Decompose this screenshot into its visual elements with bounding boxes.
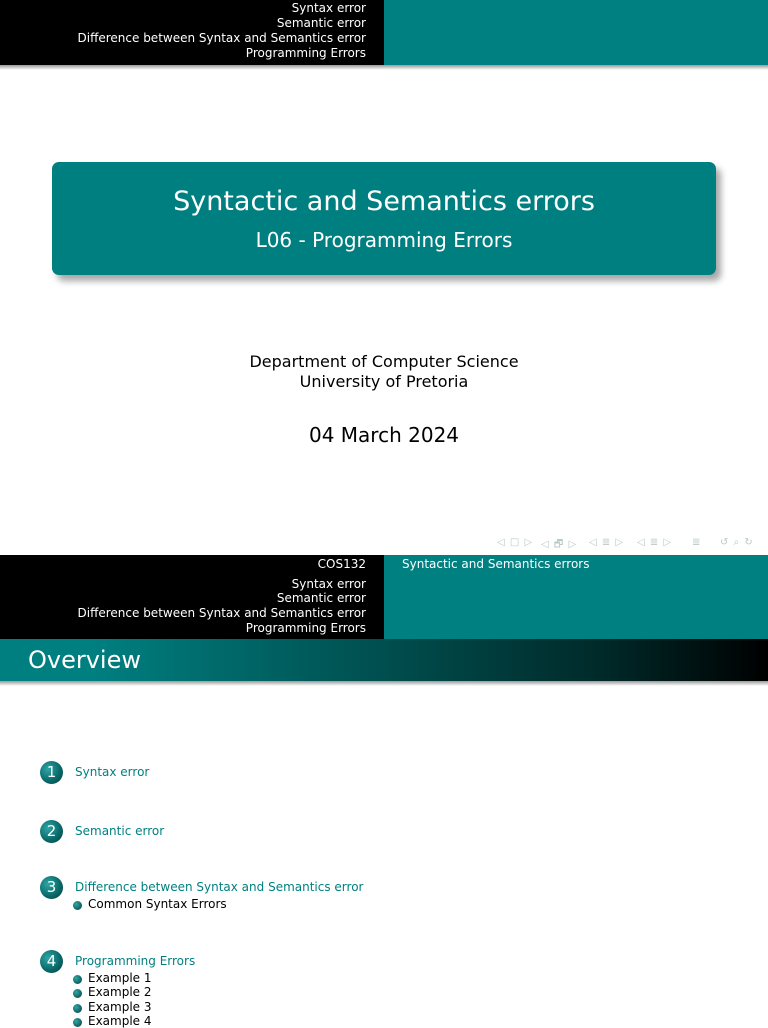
- header-deck-title: Syntactic and Semantics errors: [402, 557, 590, 571]
- slide1-header-left: [0, 0, 384, 65]
- bullet-ball-icon: [73, 1018, 82, 1027]
- header-section-programming[interactable]: Programming Errors: [245, 46, 366, 60]
- header-section-syntax[interactable]: Syntax error: [291, 1, 366, 15]
- slide2-header-left: [0, 555, 384, 639]
- bullet-ball-icon: [73, 901, 82, 910]
- institute-university: University of Pretoria: [299, 372, 469, 391]
- bullet-ball-icon: [73, 1004, 82, 1013]
- frame-title-bar: [0, 639, 768, 681]
- frame-title: Overview: [28, 646, 141, 674]
- slide-subtitle: L06 - Programming Errors: [255, 228, 513, 252]
- header-section-semantic[interactable]: Semantic error: [276, 591, 366, 605]
- section-number-ball: 1: [40, 761, 63, 784]
- section-number-ball: 2: [40, 820, 63, 843]
- institute-department: Department of Computer Science: [249, 352, 519, 371]
- header-section-semantic[interactable]: Semantic error: [276, 16, 366, 30]
- nav-appendix-icon[interactable]: ≣: [692, 537, 702, 548]
- outline-sublink-example-1[interactable]: Example 1: [88, 971, 152, 985]
- outline-link-programming-errors[interactable]: Programming Errors: [75, 954, 196, 968]
- outline-link-semantic-error[interactable]: Semantic error: [75, 824, 165, 838]
- nav-subsection-icon[interactable]: ◁ 🗗 ▷: [541, 539, 578, 550]
- nav-search-icon[interactable]: ↺ ⌕ ↻: [720, 537, 754, 548]
- header-shadow: [0, 65, 768, 70]
- outline-link-difference[interactable]: Difference between Syntax and Semantics error: [75, 880, 364, 894]
- bullet-ball-icon: [73, 975, 82, 984]
- outline-sublink-example-4[interactable]: Example 4: [88, 1014, 152, 1028]
- outline-sublink-example-2[interactable]: Example 2: [88, 985, 152, 999]
- header-section-difference[interactable]: Difference between Syntax and Semantics error: [77, 606, 366, 620]
- header-section-difference[interactable]: Difference between Syntax and Semantics error: [77, 31, 366, 45]
- outline-sublink-example-3[interactable]: Example 3: [88, 1000, 152, 1014]
- title-box: [52, 162, 716, 275]
- nav-document-icon[interactable]: ◁ ≣ ▷: [637, 537, 673, 548]
- presentation-date: 04 March 2024: [308, 423, 460, 447]
- frame-title-shadow: [0, 681, 768, 686]
- section-number-ball: 3: [40, 876, 63, 899]
- slide1-header-right: [384, 0, 768, 65]
- slide-title: Syntactic and Semantics errors: [173, 186, 595, 217]
- header-section-syntax[interactable]: Syntax error: [291, 577, 366, 591]
- outline-link-syntax-error[interactable]: Syntax error: [75, 765, 150, 779]
- header-course: COS132: [317, 557, 366, 571]
- bullet-ball-icon: [73, 989, 82, 998]
- section-number-ball: 4: [40, 950, 63, 973]
- slide2-header-right: [384, 555, 768, 639]
- outline-sublink-common-syntax-errors[interactable]: Common Syntax Errors: [88, 897, 227, 911]
- nav-frame-icon[interactable]: ◁ □ ▷: [497, 537, 534, 548]
- nav-section-icon[interactable]: ◁ ≣ ▷: [589, 537, 625, 548]
- header-section-programming[interactable]: Programming Errors: [245, 621, 366, 635]
